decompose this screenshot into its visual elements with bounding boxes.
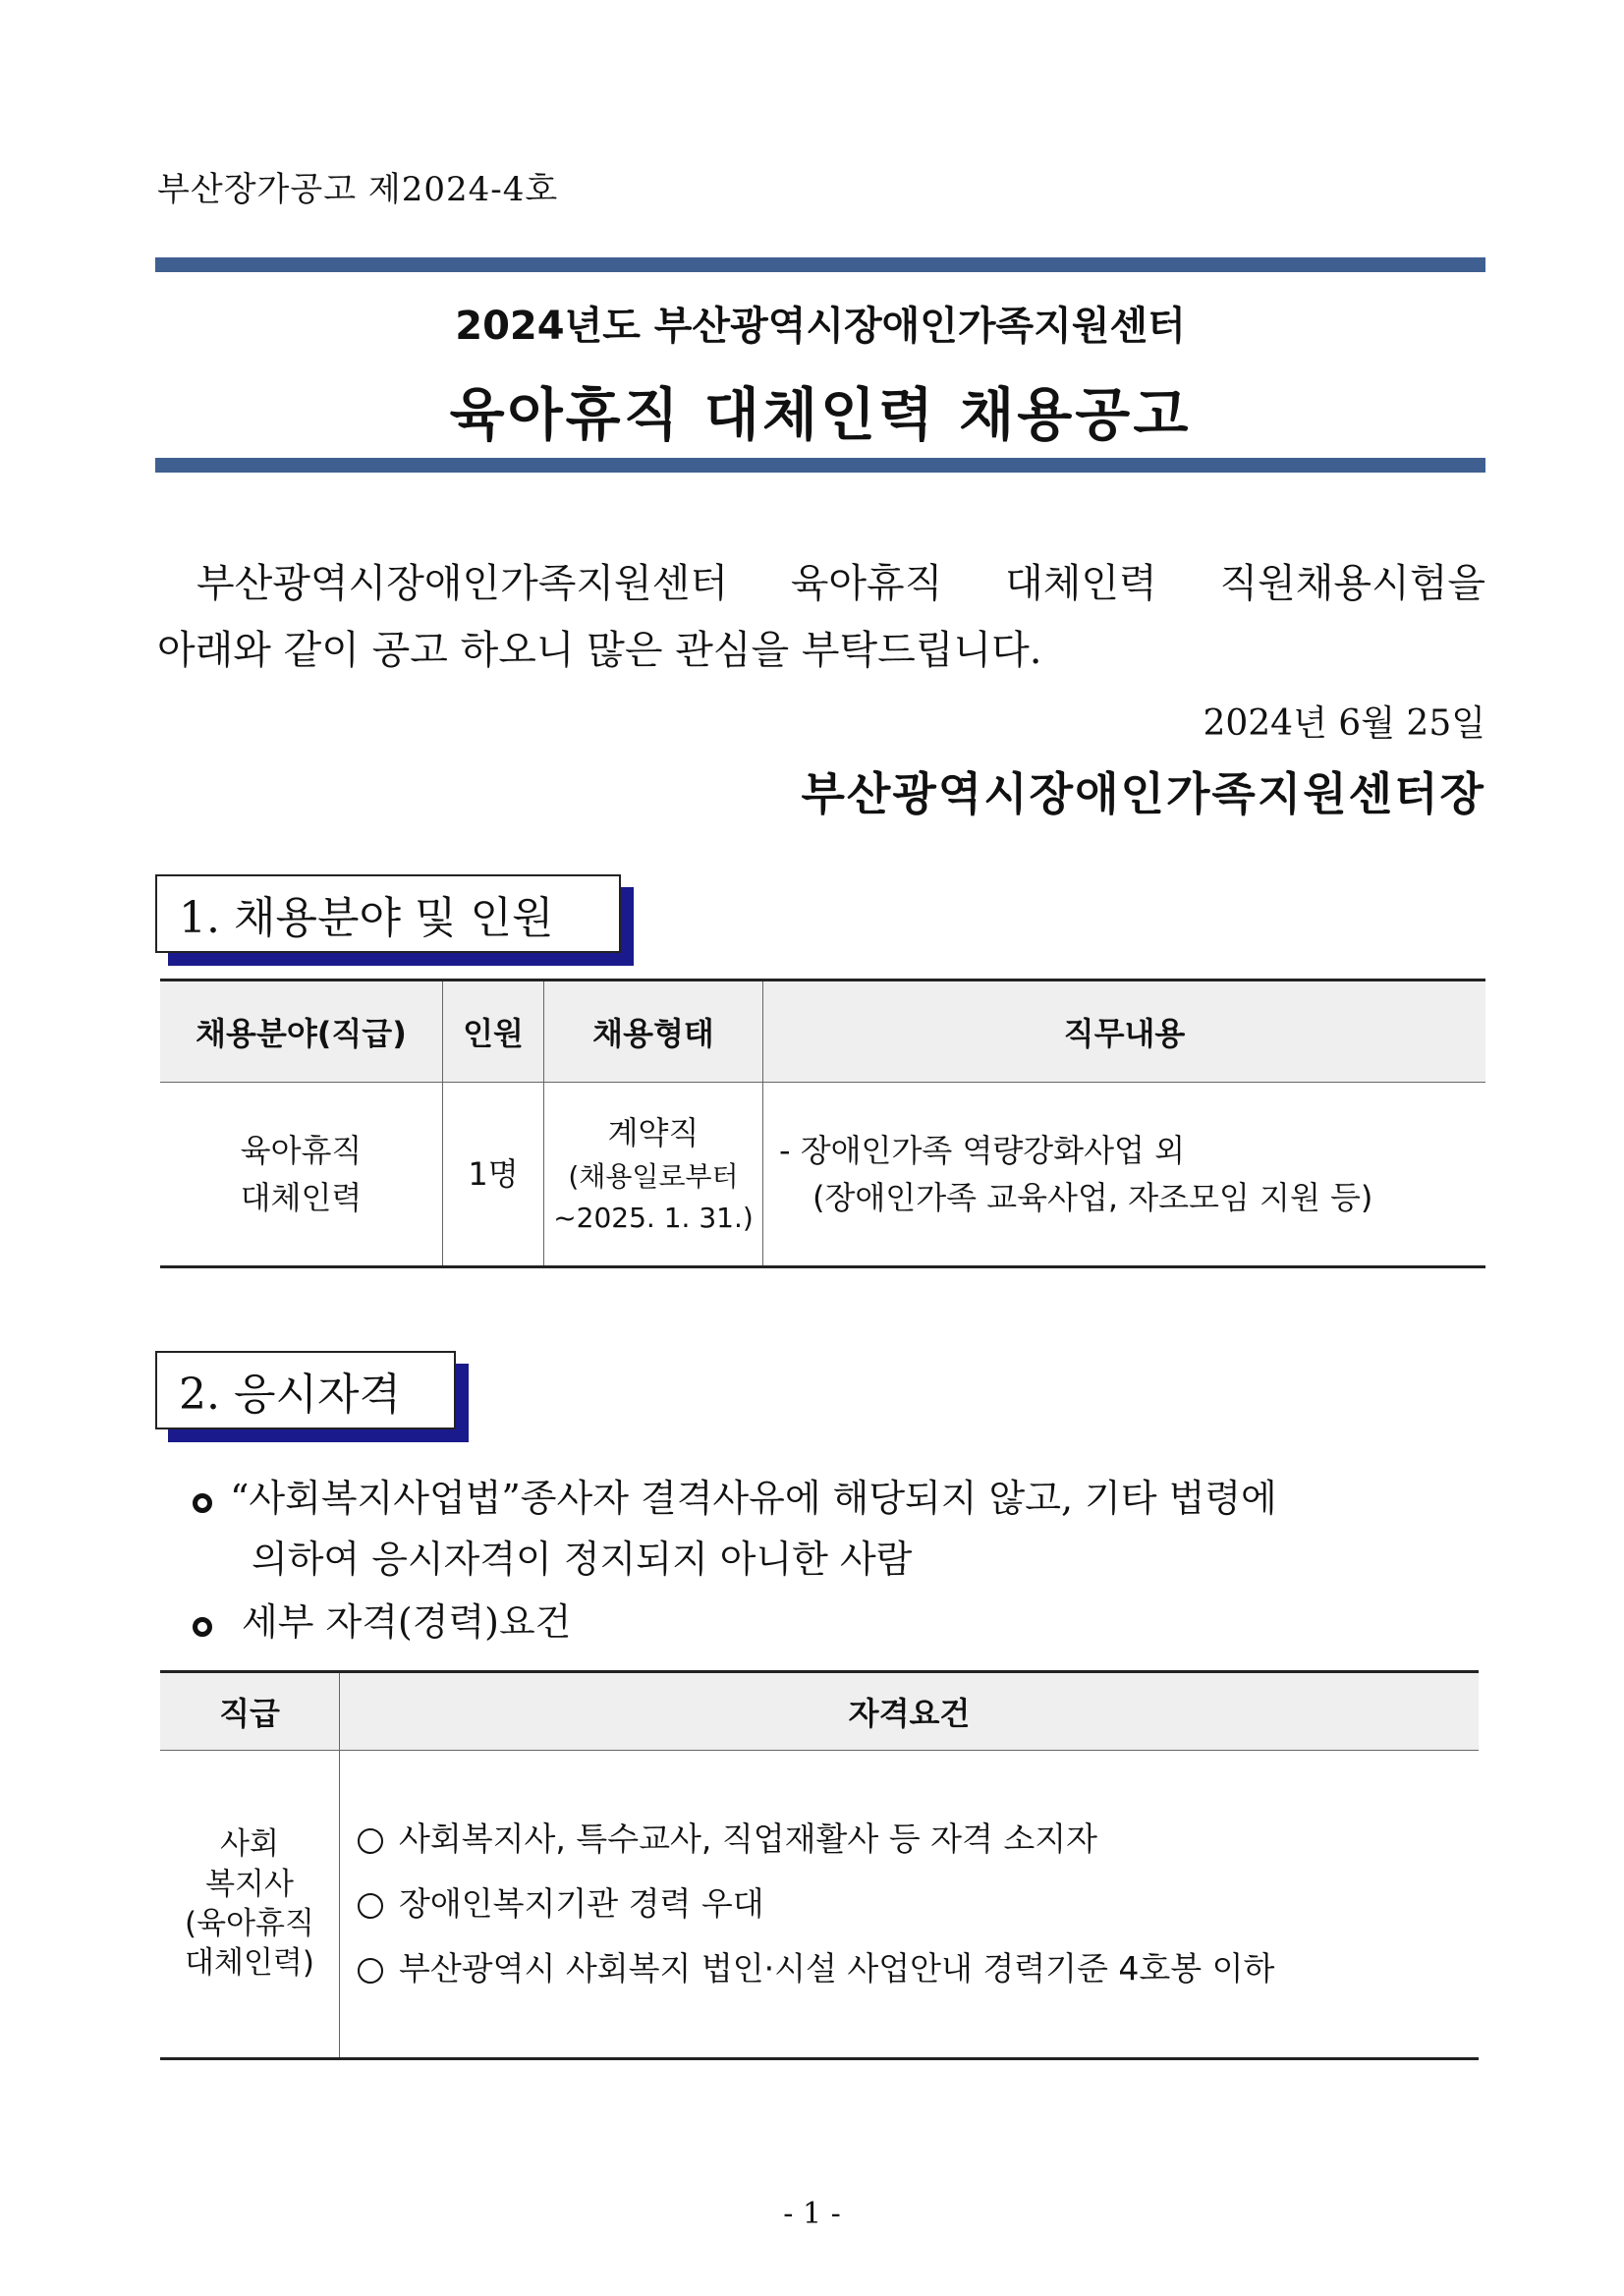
header-requirements: 자격요건 [340,1672,1480,1751]
header-duty: 직무내용 [763,980,1486,1083]
circle-icon [358,1893,383,1919]
cell-type [544,1083,763,1267]
header-type: 채용형태 [544,980,763,1083]
cell-count: 1명 [443,1083,544,1267]
bullet-circle-icon [193,1493,212,1513]
type-line-1: 계약직 [607,1114,700,1151]
table-row [160,1083,1485,1267]
intro-line-2: 아래와 같이 공고 하오니 많은 관심을 부탁드립니다. [157,628,1042,673]
document-number: 부산장가공고 제2024-4호 [157,170,559,209]
bullet-2-text: 세부 자격(경력)요건 [242,1600,572,1644]
type-line-2: (채용일로부터 [568,1160,739,1193]
field-line-2: 대체인력 [240,1179,363,1216]
bullet-circle-icon [193,1617,212,1637]
intro-line-1-text: 부산광역시장애인가족지원센터 육아휴직 대체인력 직원채용시험을 [196,561,1485,606]
cell-field [160,1083,443,1267]
section-2-heading-text: 2. 응시자격 [179,1370,401,1420]
table-header-row [160,980,1485,1083]
qualification-table [160,1670,1479,2060]
title-line-1: 2024년도 부산광역시장애인가족지원센터 [455,304,1186,349]
announcement-date: 2024년 6월 25일 [1203,703,1485,744]
page-number: - 1 - [783,2197,841,2231]
qualification-bullet-2 [193,1592,571,1652]
requirement-item [358,1807,1478,1872]
requirement-item [358,1872,1478,1936]
cell-rank [160,1751,340,2059]
header-rank: 직급 [160,1672,340,1751]
duty-line-2: (장애인가족 교육사업, 자조모임 지원 등) [812,1179,1373,1216]
section-1-heading-text: 1. 채용분야 및 인원 [179,893,554,943]
table-row [160,1751,1479,2059]
requirement-text: 장애인복지기관 경력 우대 [399,1884,764,1923]
bullet-1-line-1: “사회복지사업법”종사자 결격사유에 해당되지 않고, 기타 법령에 [230,1477,1277,1520]
duty-line-1: - 장애인가족 역량강화사업 외 [779,1132,1186,1169]
rank-line: (육아휴직 [185,1906,314,1941]
requirement-text: 부산광역시 사회복지 법인·시설 사업안내 경력기준 4호봉 이하 [399,1949,1275,1988]
rank-line: 사회 [220,1826,279,1863]
section-1-heading [155,874,621,953]
type-line-3: ~2025. 1. 31.) [553,1202,754,1234]
bullet-1-line-2: 의하여 응시자격이 정지되지 아니한 사람 [252,1538,913,1581]
title-rule-top [155,257,1485,272]
section-2-heading [155,1351,456,1429]
requirement-text: 사회복지사, 특수교사, 직업재활사 등 자격 소지자 [399,1820,1097,1858]
rank-line: 대체인력) [185,1945,314,1982]
page-title: 육아휴직 대체인력 채용공고 [449,381,1192,448]
circle-icon [358,1828,383,1854]
table-header-row [160,1672,1479,1751]
circle-icon [358,1958,383,1984]
header-field: 채용분야(직급) [160,980,443,1083]
intro-paragraph [157,550,1485,684]
signatory: 부산광역시장애인가족지원센터장 [801,767,1485,820]
header-count: 인원 [443,980,544,1083]
title-rule-bottom [155,458,1485,473]
cell-duty [763,1083,1486,1267]
intro-line-1 [157,550,1485,617]
cell-requirements [340,1751,1480,2059]
field-line-1: 육아휴직 [240,1132,363,1169]
requirement-item [358,1936,1478,2001]
qualification-bullet-1 [193,1468,1470,1590]
recruitment-table [160,979,1485,1268]
rank-line: 복지사 [205,1866,294,1902]
